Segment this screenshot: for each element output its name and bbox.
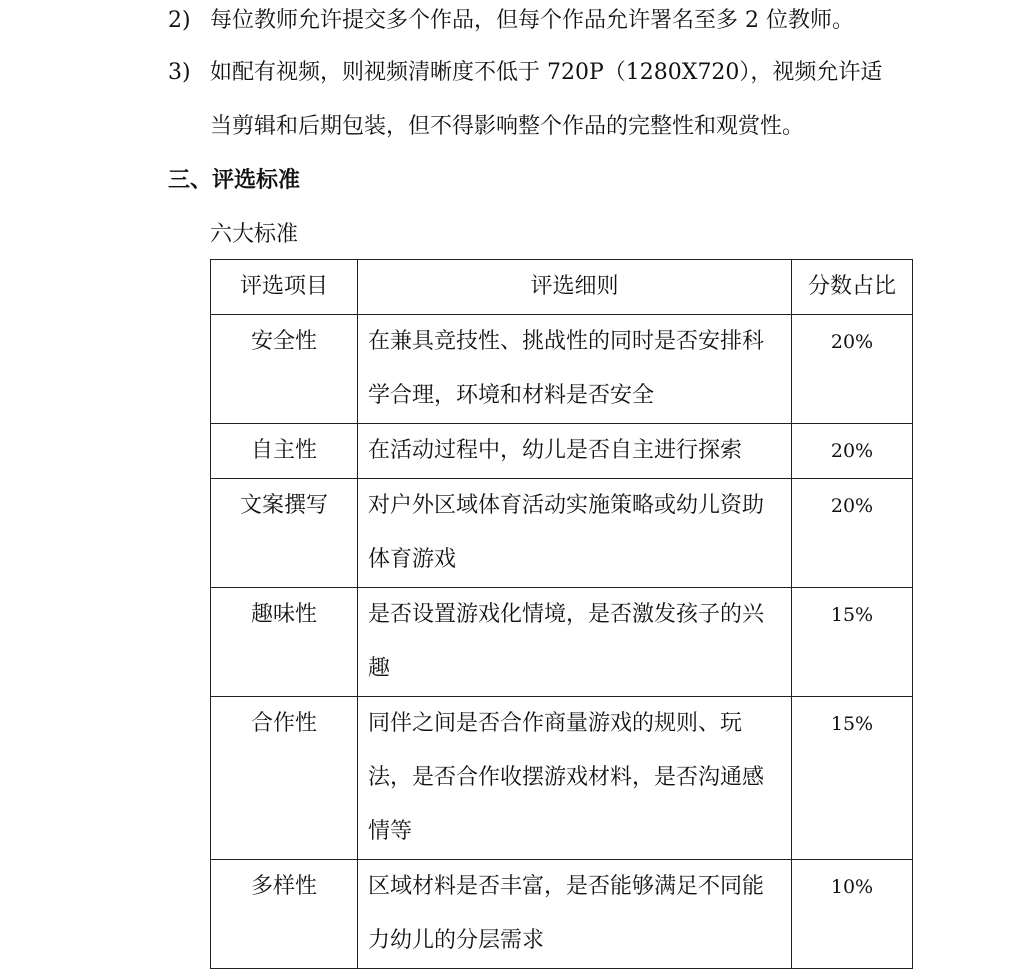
sub-heading: 六大标准 <box>210 222 299 247</box>
criteria-detail: 在兼具竞技性、挑战性的同时是否安排科学合理，环境和材料是否安全 <box>358 315 792 424</box>
criteria-detail: 在活动过程中，幼儿是否自主进行探索 <box>358 424 792 479</box>
table-row <box>211 315 913 424</box>
criteria-detail: 区域材料是否丰富，是否能够满足不同能力幼儿的分层需求 <box>358 860 792 969</box>
header-ratio: 分数占比 <box>792 260 913 315</box>
criteria-item: 趣味性 <box>211 588 358 697</box>
criteria-ratio: 10% <box>792 860 913 969</box>
list-number: 3) <box>168 60 191 85</box>
table-row <box>211 424 913 479</box>
list-number: 2) <box>168 8 191 33</box>
criteria-ratio: 15% <box>792 588 913 697</box>
list-text: 每位教师允许提交多个作品，但每个作品允许署名至多 2 位教师。 <box>210 8 854 33</box>
criteria-ratio: 15% <box>792 697 913 860</box>
criteria-detail: 同伴之间是否合作商量游戏的规则、玩法，是否合作收摆游戏材料，是否沟通感情等 <box>358 697 792 860</box>
criteria-item: 多样性 <box>211 860 358 969</box>
section-heading: 三、评选标准 <box>168 168 301 193</box>
criteria-ratio: 20% <box>792 479 913 588</box>
table-row <box>211 860 913 969</box>
criteria-table <box>210 259 913 969</box>
criteria-item: 自主性 <box>211 424 358 479</box>
list-item-2 <box>168 0 854 48</box>
table-row <box>211 479 913 588</box>
criteria-detail: 对户外区域体育活动实施策略或幼儿资助体育游戏 <box>358 479 792 588</box>
criteria-ratio: 20% <box>792 424 913 479</box>
list-text: 如配有视频，则视频清晰度不低于 720P（1280X720），视频允许适 <box>210 60 883 85</box>
list-item-3 <box>168 46 882 100</box>
criteria-ratio: 20% <box>792 315 913 424</box>
header-detail: 评选细则 <box>358 260 792 315</box>
criteria-item: 安全性 <box>211 315 358 424</box>
table-header-row <box>211 260 913 315</box>
list-item-3-continuation: 当剪辑和后期包装，但不得影响整个作品的完整性和观赏性。 <box>210 114 805 139</box>
table-row <box>211 697 913 860</box>
criteria-item: 合作性 <box>211 697 358 860</box>
criteria-item: 文案撰写 <box>211 479 358 588</box>
criteria-detail: 是否设置游戏化情境，是否激发孩子的兴趣 <box>358 588 792 697</box>
header-item: 评选项目 <box>211 260 358 315</box>
table-row <box>211 588 913 697</box>
